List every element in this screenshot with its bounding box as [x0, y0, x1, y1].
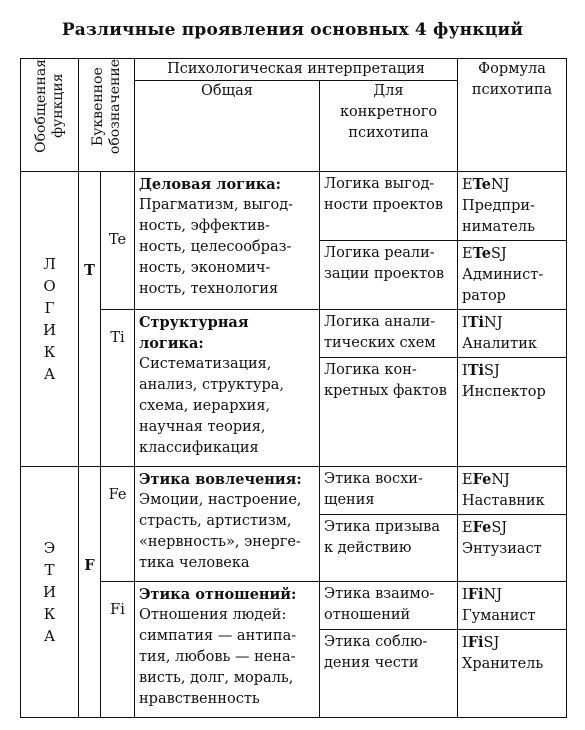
formula-name-line: ниматель [462, 219, 535, 235]
general-fi-line: Отношения людей: [139, 607, 287, 623]
specific-line: Этика взаимо- [324, 586, 435, 602]
formula-name-line: ратор [462, 288, 506, 304]
general-fe-line: страсть, артистизм, [139, 513, 292, 529]
specific-line: щения [324, 492, 375, 508]
header-letter-designation [79, 59, 135, 172]
group-logic-letter: О [43, 277, 56, 295]
formula-pre: I [462, 363, 468, 379]
general-ti [135, 310, 320, 467]
specific-line: Логика выгод- [324, 176, 435, 192]
formula-post: NJ [490, 177, 510, 193]
formula-pre: E [462, 520, 473, 536]
group-logic-letter-code: T [79, 172, 101, 467]
functions-table [20, 58, 567, 718]
formula-post: SJ [490, 246, 507, 262]
group-logic-letter: Г [44, 299, 55, 317]
group-ethics-letter: А [43, 627, 56, 645]
formula-name-line: Аналитик [462, 336, 537, 352]
specific-fe-sj [320, 515, 458, 582]
formula-bold: Ti [467, 314, 485, 331]
specific-te-nj [320, 172, 458, 241]
formula-bold: Fe [472, 519, 492, 536]
general-ti-line: анализ, структура, [139, 377, 285, 393]
group-logic-letter: А [43, 365, 56, 383]
header-formula [458, 59, 567, 172]
group-ethics-letter: К [43, 605, 56, 623]
formula-pre: E [462, 246, 473, 262]
specific-line: Этика восхи- [324, 471, 423, 487]
formula-pre: I [462, 635, 468, 651]
formula-fe-nj [458, 467, 567, 515]
general-fe [135, 467, 320, 582]
formula-post: NJ [484, 315, 503, 331]
header-formula-line2: психотипа [471, 82, 553, 98]
specific-te-sj [320, 241, 458, 310]
group-ethics-letter: Э [43, 539, 56, 557]
general-ti-line: Систематизация, [139, 356, 272, 372]
specific-ti-nj [320, 310, 458, 358]
general-te-line: Прагматизм, выгод- [139, 197, 294, 213]
formula-ti-nj [458, 310, 567, 358]
specific-line: Этика соблю- [324, 634, 428, 650]
formula-post: SJ [484, 363, 500, 379]
row-ti-nj [21, 310, 567, 358]
row-fi-nj [21, 582, 567, 630]
specific-line: дения чести [324, 655, 419, 671]
specific-fe-nj [320, 467, 458, 515]
group-logic-name [21, 172, 79, 467]
formula-post: NJ [491, 472, 510, 488]
formula-bold: Fi [467, 634, 484, 651]
code-fe: Fe [101, 467, 135, 582]
general-fi-line: симпатия — антипа- [139, 628, 297, 644]
header-generalized-function [21, 59, 79, 172]
specific-line: Этика призыва [324, 519, 440, 535]
row-te-nj [21, 172, 567, 241]
formula-fi-sj [458, 630, 567, 718]
formula-pre: E [462, 177, 473, 193]
formula-bold: Fi [467, 586, 484, 603]
general-fe-title: Этика вовлечения: [139, 471, 302, 488]
formula-name-line: Наставник [462, 493, 545, 509]
header-for-specific-line1: Для [373, 83, 404, 100]
general-fe-line: тика человека [139, 555, 250, 571]
specific-line: отношений [324, 607, 411, 623]
formula-name-line: Хранитель [462, 656, 544, 672]
page-title: Различные проявления основных 4 функций [61, 20, 524, 40]
formula-fi-nj [458, 582, 567, 630]
code-fi: Fi [101, 582, 135, 718]
formula-pre: I [462, 315, 468, 331]
general-ti-line: классификация [139, 440, 259, 456]
formula-te-sj [458, 241, 567, 310]
header-for-specific-line2: конкретного [339, 104, 438, 121]
specific-fi-sj [320, 630, 458, 718]
group-ethics-letter: И [42, 583, 57, 601]
formula-name-line: Админист- [462, 267, 544, 283]
formula-bold: Ti [467, 362, 485, 379]
general-te-line: ность, целесообраз- [139, 239, 292, 255]
header-for-specific-line3: психотипа [348, 125, 429, 142]
formula-pre: E [462, 472, 473, 488]
general-te-title: Деловая логика: [139, 176, 281, 193]
general-fi-line: нравственность [139, 691, 260, 707]
header-row-1 [21, 59, 567, 81]
specific-line: ности проектов [324, 197, 444, 213]
specific-line: кретных фактов [324, 383, 447, 399]
formula-name-line: Инспектор [462, 384, 546, 400]
group-logic-letter: Л [43, 255, 56, 273]
specific-fi-nj [320, 582, 458, 630]
general-fe-line: «нервность», энерге- [139, 534, 301, 550]
header-general: Общая [135, 81, 320, 172]
general-ti-line: схема, иерархия, [139, 398, 271, 414]
group-logic-letter: И [42, 321, 57, 339]
group-ethics-name [21, 467, 79, 718]
general-te-line: ность, экономич- [139, 260, 271, 276]
specific-line: зации проектов [324, 266, 445, 282]
header-generalized-function-line1: Обобщенная [32, 59, 49, 153]
formula-ti-sj [458, 358, 567, 467]
formula-pre: I [462, 587, 468, 603]
header-formula-line1: Формула [478, 61, 546, 77]
specific-line: Логика кон- [324, 362, 417, 378]
group-logic-letter: К [43, 343, 56, 361]
formula-name-line: Гуманист [462, 608, 536, 624]
general-ti-line: научная теория, [139, 419, 266, 435]
header-psych-interpretation: Психологическая интерпретация [135, 59, 458, 81]
formula-post: SJ [491, 520, 508, 536]
code-ti: Ti [101, 310, 135, 467]
header-for-specific [320, 81, 458, 172]
general-fi-title: Этика отношений: [139, 586, 297, 603]
formula-bold: Fe [472, 471, 492, 488]
general-fi-line: тия, любовь — нена- [139, 649, 296, 665]
formula-name-line: Предпри- [462, 198, 535, 214]
general-fi [135, 582, 320, 718]
code-te: Te [101, 172, 135, 310]
formula-post: SJ [483, 635, 500, 651]
row-fe-nj [21, 467, 567, 515]
general-ti-title: Структурная логика: [139, 314, 249, 352]
header-letter-designation-line1: Буквенное [89, 67, 106, 146]
general-te-line: ность, технология [139, 281, 279, 297]
general-te [135, 172, 320, 310]
group-ethics-letter: Т [44, 561, 55, 579]
specific-line: Логика реали- [324, 245, 435, 261]
specific-ti-sj [320, 358, 458, 467]
header-letter-designation-line2: обозначение [106, 59, 123, 155]
formula-bold: Te [472, 176, 491, 193]
formula-name-line: Энтузиаст [462, 541, 542, 557]
group-ethics-letter-code: F [79, 467, 101, 718]
formula-bold: Te [472, 245, 491, 262]
header-generalized-function-line2: функция [49, 73, 66, 139]
formula-te-nj [458, 172, 567, 241]
general-fi-line: висть, долг, мораль, [139, 670, 294, 686]
specific-line: тических схем [324, 335, 436, 351]
formula-post: NJ [483, 587, 503, 603]
specific-line: Логика анали- [324, 314, 436, 330]
general-fe-line: Эмоции, настроение, [139, 492, 302, 508]
specific-line: к действию [324, 540, 412, 556]
general-te-line: ность, эффектив- [139, 218, 270, 234]
formula-fe-sj [458, 515, 567, 582]
